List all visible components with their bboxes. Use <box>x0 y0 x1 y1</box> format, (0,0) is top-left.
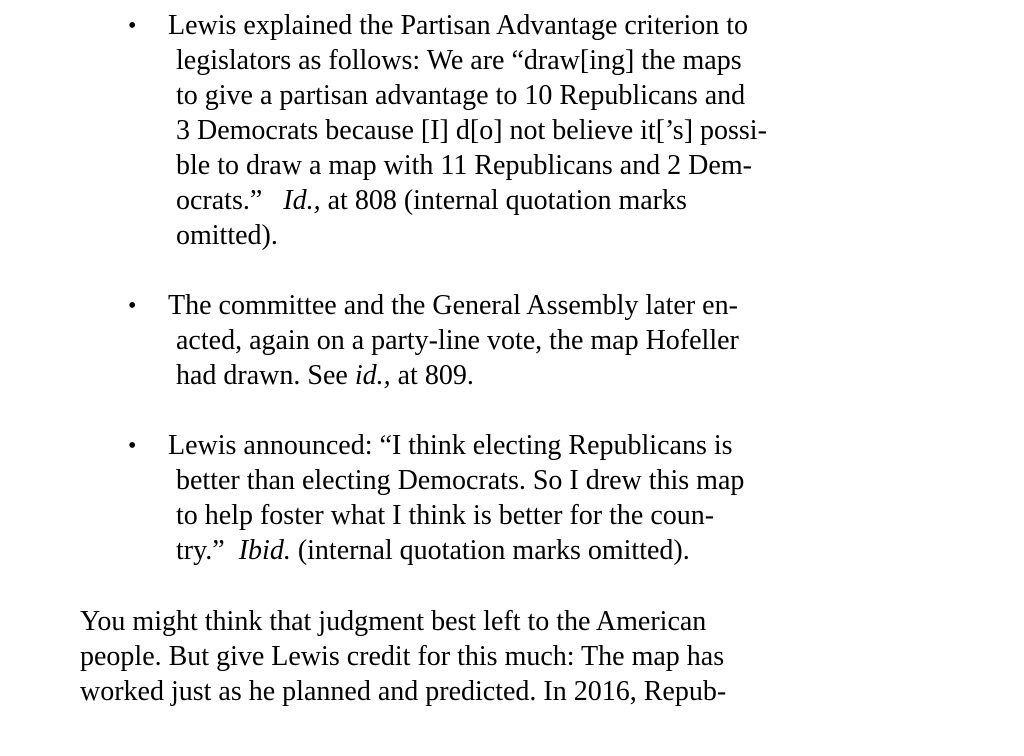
bullet-marker: • <box>128 13 137 39</box>
text-line: 3 Democrats because [I] d[o] not believe it[’s] possi- <box>176 115 767 146</box>
text-line: ble to draw a map with 11 Republicans and 2 Dem- <box>176 150 752 181</box>
text-line: The committee and the General Assembly later en- <box>168 290 738 321</box>
text-line: omitted). <box>176 220 278 251</box>
body-paragraph <box>80 604 872 709</box>
text-line: You might think that judgment best left to the American <box>80 606 707 637</box>
bullet-item <box>168 428 872 568</box>
text-line: had drawn. See <box>176 360 348 391</box>
text-line: Lewis announced: “I think electing Republicans is <box>168 430 733 461</box>
text-line: to help foster what I think is better for the coun- <box>176 500 715 531</box>
text-line: at 808 (internal quotation marks <box>327 185 687 216</box>
text-line: Lewis explained the Partisan Advantage criterion to <box>168 10 749 41</box>
text-line: legislators as follows: We are “draw[ing] the maps <box>176 45 742 76</box>
citation: Ibid. <box>238 535 291 566</box>
bullet-item <box>168 8 872 253</box>
text-line: (internal quotation marks omitted). <box>297 535 690 566</box>
citation: id., <box>354 360 391 391</box>
text-line: ocrats.” <box>176 185 263 216</box>
text-line: people. But give Lewis credit for this much: The map has <box>80 641 725 672</box>
text-line: worked just as he planned and predicted. In 2016, Repub- <box>80 676 727 707</box>
text-line: at 809. <box>397 360 474 391</box>
bullet-marker: • <box>128 433 137 459</box>
text-line: try.” <box>176 535 225 566</box>
bullet-item <box>168 288 872 393</box>
text-line: to give a partisan advantage to 10 Republicans and <box>176 80 746 111</box>
bullet-marker: • <box>128 293 137 319</box>
text-line: better than electing Democrats. So I drew this map <box>176 465 745 496</box>
text-line: acted, again on a party-line vote, the map Hofeller <box>176 325 739 356</box>
citation: Id., <box>283 185 321 216</box>
